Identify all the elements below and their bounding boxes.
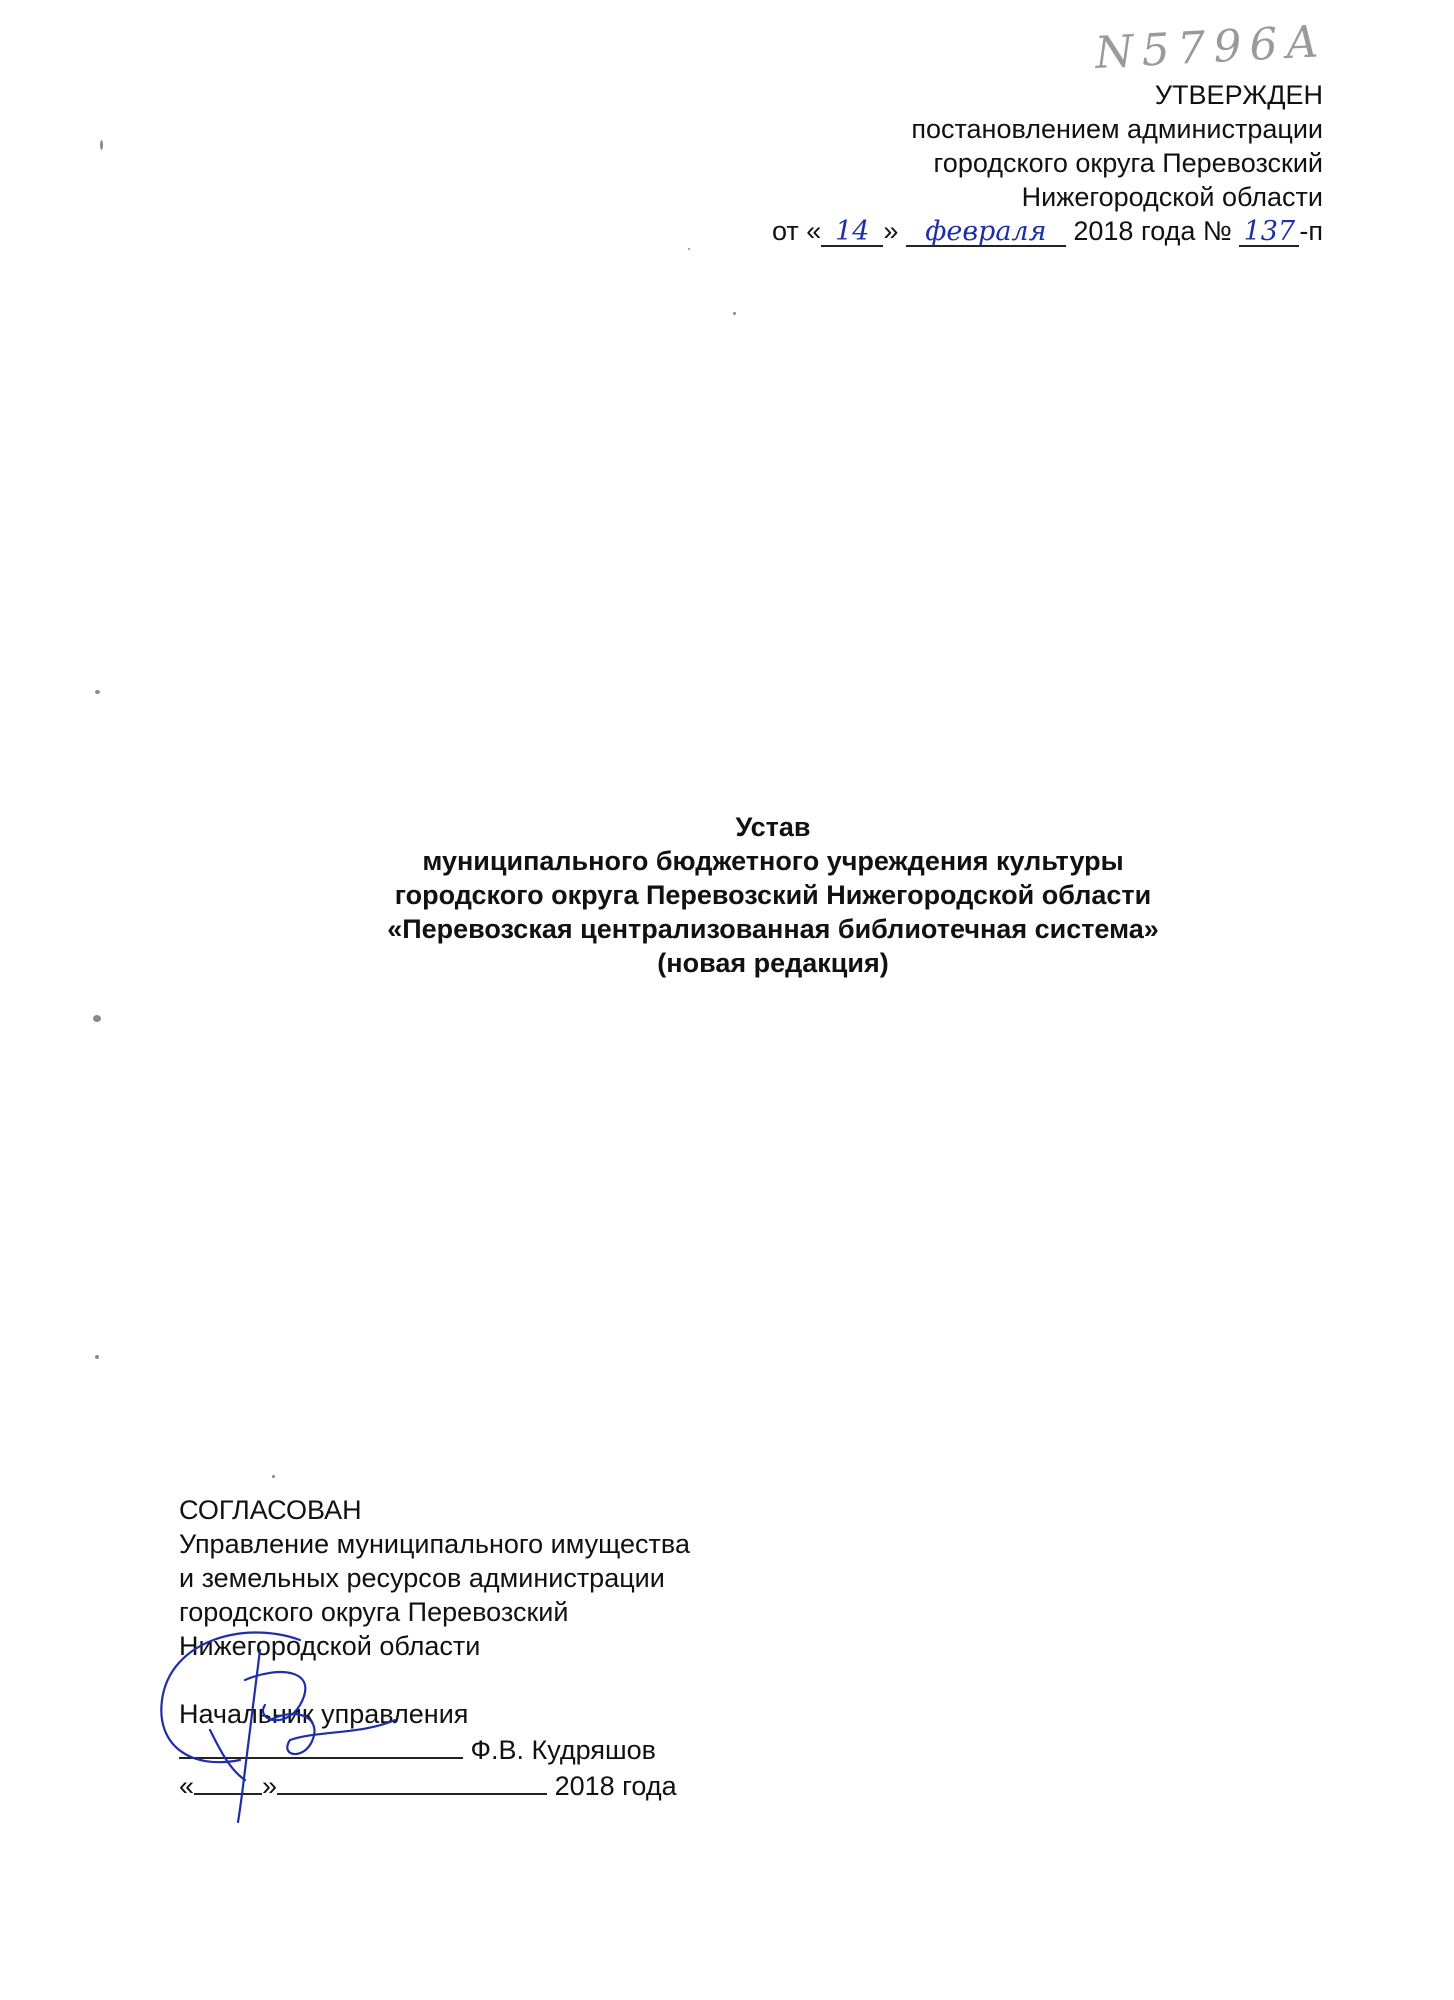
date-close-quote: » (883, 216, 899, 246)
agreement-date-year: 2018 года (554, 1771, 677, 1801)
title-line-5: (новая редакция) (657, 948, 889, 978)
agreement-line-2: и земельных ресурсов администрации (179, 1563, 665, 1593)
approval-block (623, 78, 1323, 248)
doc-number-field: 137 (1239, 219, 1299, 247)
agreement-heading: СОГЛАСОВАН (179, 1495, 362, 1525)
agreement-date-close: » (262, 1771, 278, 1801)
scan-speck (95, 1355, 99, 1359)
signer-name: Ф.В. Кудряшов (470, 1735, 656, 1765)
date-prefix: от « (772, 216, 822, 246)
agreement-date-open: « (179, 1771, 195, 1801)
approval-date-line (623, 214, 1323, 248)
agreement-line-3: городского округа Перевозский (179, 1597, 569, 1627)
approval-line-1: постановлением администрации (911, 114, 1323, 144)
scan-speck (733, 312, 736, 315)
scan-speck (272, 1475, 275, 1478)
date-day-field: 14 (821, 219, 883, 247)
approval-line-3: Нижегородской области (1021, 182, 1323, 212)
scan-speck (95, 690, 100, 694)
handwritten-signature (150, 1610, 410, 1830)
registry-number: N5796А (1093, 15, 1328, 80)
title-line-2: муниципального бюджетного учреждения культуры (422, 846, 1124, 876)
title-line-4: «Перевозская централизованная библиотечная система» (387, 914, 1159, 944)
scan-speck (93, 1015, 101, 1022)
title-line-1: Устав (735, 812, 811, 842)
title-line-3: городского округа Перевозский Нижегородской области (394, 880, 1152, 910)
date-year: 2018 года № (1073, 216, 1232, 246)
scan-speck (688, 248, 690, 250)
approval-line-2: городского округа Перевозский (933, 148, 1323, 178)
agreement-line-4: Нижегородской области (179, 1631, 481, 1661)
doc-suffix: -п (1299, 216, 1323, 246)
scan-speck (100, 140, 103, 150)
document-title (290, 810, 1256, 980)
date-month-field: февраля (906, 219, 1066, 247)
agreement-line-1: Управление муниципального имущества (179, 1529, 690, 1559)
agreement-position: Начальник управления (179, 1699, 469, 1729)
approval-heading: УТВЕРЖДЕН (1154, 80, 1323, 110)
